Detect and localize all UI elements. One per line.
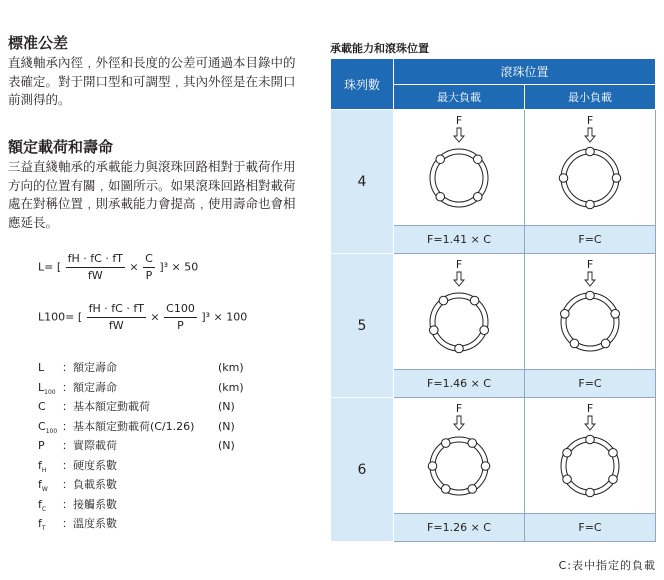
min-load-diagram-cell	[525, 110, 656, 226]
load-capacity-panel	[330, 0, 656, 580]
ball-circuit	[563, 448, 572, 457]
ball-circuit	[611, 310, 620, 319]
load-life-paragraph: 三益直綫軸承的承載能力與滾珠回路相對于載荷作用方向的位置有關﹐如圖所示。如果滾珠回路相對載荷處在對稱位置﹐則承載能力會提高﹐使用壽命也會相應延長。	[8, 159, 296, 230]
symbol-subscript: C	[41, 505, 47, 513]
definition-row	[38, 456, 278, 476]
symbol-letter: f	[38, 458, 42, 472]
ball-circuit	[586, 200, 595, 209]
max-load-diagram-cell	[394, 254, 525, 370]
definition-description: ：負載系數	[62, 478, 117, 491]
definition-description: ：硬度系數	[62, 458, 117, 472]
ball-circuit	[570, 339, 579, 348]
formula2-factor-fraction	[87, 302, 146, 333]
formula1-times: ×	[129, 260, 139, 274]
ball-circuit	[609, 448, 618, 457]
formula1-denominator: fW	[87, 269, 103, 282]
definition-row	[38, 436, 278, 456]
ball-circuit	[455, 344, 464, 353]
formula2-denominator: fW	[108, 319, 124, 332]
ball-circuit	[439, 296, 448, 305]
force-arrow-icon	[454, 272, 464, 286]
symbol-letter: f	[38, 517, 42, 530]
definition-description: ：額定壽命	[62, 380, 117, 394]
formula1-p: P	[145, 269, 153, 282]
ball-circuit	[563, 475, 572, 484]
header-max-load: 最大負載	[394, 85, 525, 110]
ball-circuit	[609, 475, 618, 484]
min-load-value: F=C	[525, 226, 656, 254]
definition-description: ：額定壽命	[62, 361, 117, 374]
force-label: F	[455, 114, 463, 127]
formula-rated-life	[38, 252, 198, 283]
bearing-diagram	[394, 398, 524, 510]
symbol-subscript: 100	[45, 427, 58, 435]
outer-ring	[430, 437, 488, 495]
outer-ring	[430, 293, 488, 351]
definition-description: ：基本額定動載荷(C/1.26)	[62, 419, 195, 433]
table-row	[331, 110, 656, 226]
ball-circuit	[586, 435, 595, 444]
symbol-letter: P	[38, 439, 45, 452]
min-load-diagram-cell	[525, 254, 656, 370]
definition-description: ：接觸系數	[62, 497, 117, 511]
formula1-tail: ]³ × 50	[159, 260, 199, 274]
ball-circuit	[481, 462, 490, 471]
tolerance-paragraph: 直綫軸承內徑﹐外徑和長度的公差可通過本目錄中的表確定。對于開口型和可調型﹐其內外徑是在未開口前測得的。	[8, 55, 296, 107]
ball-circuit	[586, 291, 595, 300]
section-title-tolerance: 標准公差	[8, 34, 69, 52]
ball-circuit	[468, 439, 477, 448]
ball-circuit	[561, 310, 570, 319]
header-ball-position: 滾珠位置	[394, 59, 656, 85]
force-arrow-icon	[585, 128, 595, 142]
header-min-load: 最小負載	[525, 85, 656, 110]
ball-circuit	[436, 192, 445, 201]
max-load-value: F=1.26 × C	[394, 514, 525, 542]
symbol-letter: L	[38, 361, 45, 374]
formula1-cp-fraction	[143, 252, 155, 283]
max-load-value: F=1.46 × C	[394, 370, 525, 398]
formula-rated-life-100	[38, 302, 247, 333]
outer-ring	[561, 293, 619, 351]
force-label: F	[586, 258, 594, 271]
load-capacity-table	[330, 58, 656, 542]
ball-circuit	[559, 174, 568, 183]
symbol-definitions	[38, 358, 278, 534]
bearing-diagram	[525, 254, 655, 366]
symbol-subscript: W	[41, 486, 48, 494]
definition-row	[38, 378, 278, 398]
ball-circuit	[430, 326, 439, 335]
force-label: F	[586, 114, 594, 127]
symbol-letter: L	[38, 380, 45, 394]
max-load-value: F=1.41 × C	[394, 226, 525, 254]
ball-circuit	[480, 326, 489, 335]
max-load-diagram-cell	[394, 110, 525, 226]
min-load-diagram-cell	[525, 398, 656, 514]
ball-circuit-count: 6	[331, 398, 394, 542]
symbol-subscript: T	[41, 525, 46, 533]
ball-circuit	[586, 488, 595, 497]
ball-circuit	[441, 485, 450, 494]
symbol-letter: f	[38, 497, 42, 511]
definition-symbol	[38, 514, 46, 539]
formula2-p: P	[177, 319, 184, 332]
table-body	[331, 110, 656, 542]
section-title-load-life: 額定載荷和壽命	[8, 138, 114, 156]
inner-ring	[435, 442, 483, 490]
ball-circuit	[586, 147, 595, 156]
symbol-subscript: H	[41, 466, 47, 474]
ball-circuit	[441, 439, 450, 448]
formula2-lhs: L100= [	[38, 310, 83, 324]
formula2-c100: C100	[164, 302, 197, 318]
force-arrow-icon	[585, 272, 595, 286]
ball-circuit	[468, 485, 477, 494]
ball-circuit	[428, 462, 437, 471]
force-arrow-icon	[454, 128, 464, 142]
symbol-letter: C	[38, 400, 46, 413]
ball-circuit-count: 4	[331, 110, 394, 254]
bearing-diagram	[394, 254, 524, 366]
definition-unit: (N)	[218, 439, 235, 452]
inner-ring	[566, 154, 614, 202]
definition-unit: (N)	[218, 419, 235, 433]
formula2-numerator: fH · fC · fT	[87, 302, 146, 318]
outer-ring	[561, 149, 619, 207]
ball-circuit	[612, 174, 621, 183]
outer-ring	[561, 437, 619, 495]
definition-row	[38, 417, 278, 437]
ball-circuit	[470, 296, 479, 305]
definition-row	[38, 475, 278, 495]
definition-description: ：實際載荷	[62, 439, 117, 452]
ball-circuit	[436, 155, 445, 164]
ball-circuit-count: 5	[331, 254, 394, 398]
definition-row	[38, 514, 278, 534]
min-load-value: F=C	[525, 514, 656, 542]
symbol-letter: C	[38, 419, 46, 433]
formula2-times: ×	[150, 310, 160, 324]
formula1-lhs: L= [	[38, 260, 62, 274]
table-footnote: C:表中指定的負載	[558, 559, 656, 572]
definition-unit: (N)	[218, 400, 235, 413]
formula2-cp-fraction	[164, 302, 197, 333]
max-load-diagram-cell	[394, 398, 525, 514]
force-label: F	[455, 258, 463, 271]
ball-circuit	[601, 339, 610, 348]
force-arrow-icon	[454, 416, 464, 430]
header-ball-circuits: 珠列數	[331, 59, 394, 110]
table-title: 承載能力和滾珠位置	[330, 42, 429, 55]
definition-unit: (km)	[218, 380, 244, 394]
definition-description: ：基本額定動載荷	[62, 400, 150, 413]
force-label: F	[586, 402, 594, 415]
formula1-factor-fraction	[66, 252, 125, 283]
symbol-letter: f	[38, 478, 42, 491]
formula1-c: C	[143, 252, 155, 268]
force-label: F	[455, 402, 463, 415]
min-load-value: F=C	[525, 370, 656, 398]
table-row	[331, 254, 656, 370]
inner-ring	[566, 442, 614, 490]
bearing-diagram	[394, 110, 524, 222]
definition-row	[38, 358, 278, 378]
table-row	[331, 398, 656, 514]
bearing-diagram	[525, 110, 655, 222]
formula1-numerator: fH · fC · fT	[66, 252, 125, 268]
bearing-diagram	[525, 398, 655, 510]
ball-circuit	[473, 155, 482, 164]
formula2-tail: ]³ × 100	[201, 310, 248, 324]
definition-unit: (km)	[218, 361, 244, 374]
force-arrow-icon	[585, 416, 595, 430]
definition-row	[38, 495, 278, 515]
definition-description: ：溫度系數	[62, 517, 117, 530]
definition-row	[38, 397, 278, 417]
ball-circuit	[473, 192, 482, 201]
symbol-subscript: 100	[44, 388, 56, 396]
